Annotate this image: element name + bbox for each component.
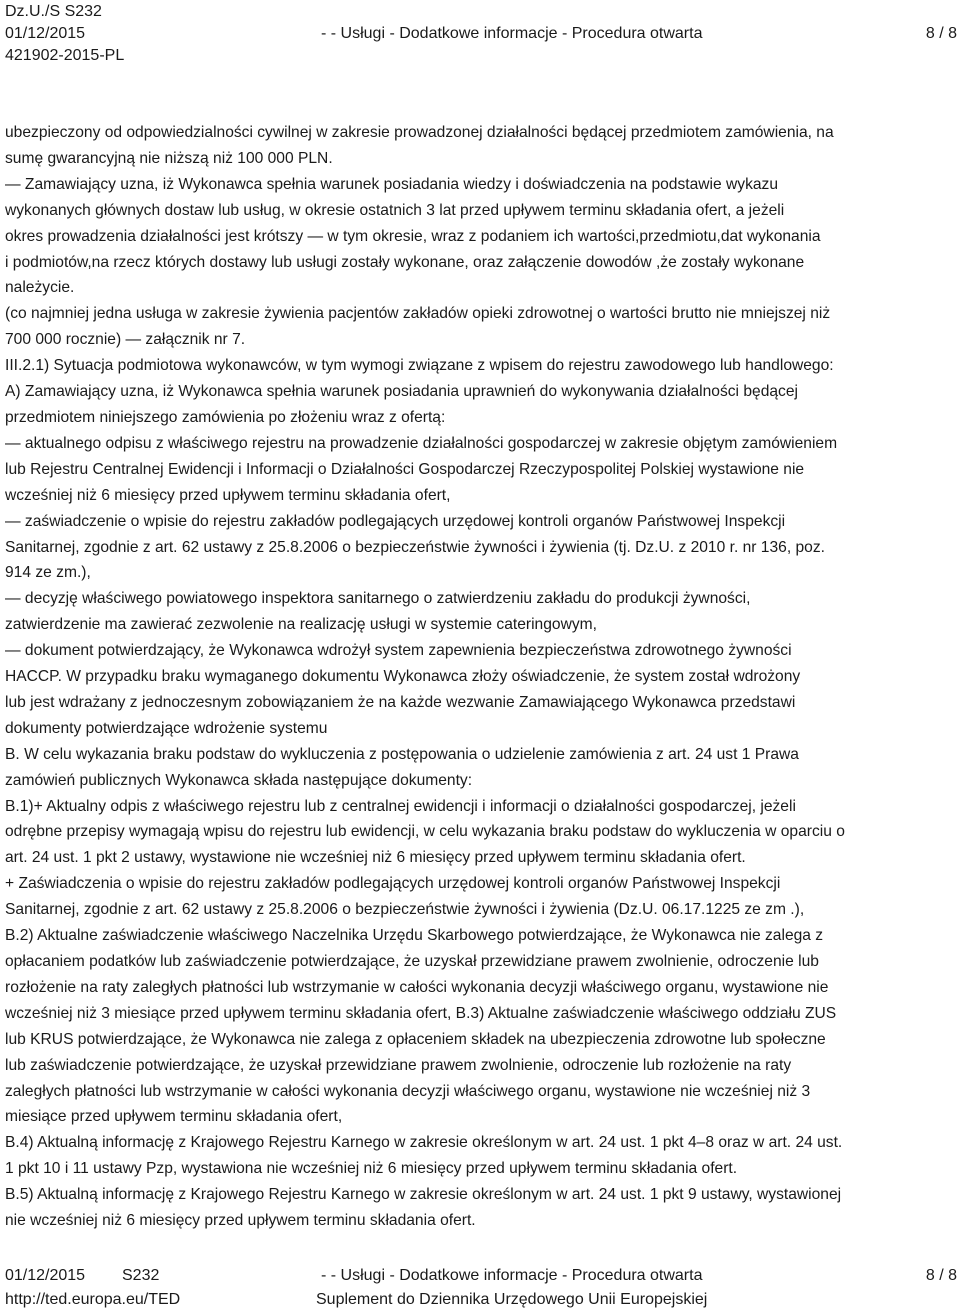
header-section: - - Usługi - Dodatkowe informacje - Procedura otwarta [321,25,703,42]
paragraph: B.2) Aktualne zaświadczenie właściwego Naczelnika Urzędu Skarbowego potwierdzające, że Wykonawca nie zalega z opłacaniem podatków lub zaświadczenie potwierdzające, że uzyskał przewidziane prawem zwolnienie, odroczenie lub rozłożenie na raty zaległych płatności lub wstrzymanie w całości wykonania decyzji właściwego organu, wystawione nie wcześniej niż 3 miesiące przed upływem terminu składania ofert, B.3) Aktualne zaświadczenie właściwego oddziału ZUS lub KRUS potwierdzające, że Wykonawca nie zalega z opłaceniem składek na ubezpieczenia zdrowotne lub społeczne lub zaświadczenie potwierdzające, że uzyskał przewidziane prawem zwolnienie, odroczenie lub rozłożenie na raty zaległych płatności lub wstrzymanie w całości wykonania decyzji właściwego organu, wystawione nie wcześniej niż 3 miesiące przed upływem terminu składania ofert, [5,927,837,1126]
ted-link[interactable]: http://ted.europa.eu/TED [5,1291,181,1308]
footer-page-number: 8 / 8 [925,1267,957,1284]
paragraph: + Zaświadczenia o wpisie do rejestru zakładów podlegających urzędowej kontroli organów Państwowej Inspekcji Sanitarnej, zgodnie z art. 62 ustawy z 25.8.2006 o bezpieczeństwie żywności i żywienia (Dz.U. 06.17.1225 ze zm .), [5,875,805,919]
page-header [5,0,957,66]
paragraph: A) Zamawiający uzna, iż Wykonawca spełnia warunek posiadania uprawnień do wykonywania działalności będącej przedmiotem niniejszego zamówienia po złożeniu wraz z ofertą: [5,383,798,426]
paragraph: (co najmniej jedna usługa w zakresie żywienia pacjentów zakładów opieki zdrowotnej o wartości brutto nie mniejszej niż 700 000 rocznie) — załącznik nr 7. [5,305,831,349]
paragraph: B.4) Aktualną informację z Krajowego Rejestru Karnego w zakresie określonym w art. 24 ust. 1 pkt 4–8 oraz w art. 24 ust. 1 pkt 10 i 11 ustawy Pzp, wystawiona nie wcześniej niż 6 miesięcy przed upływem terminu składania ofert. [5,1134,843,1178]
header-date: 01/12/2015 [5,25,86,42]
paragraph: B. W celu wykazania braku podstaw do wykluczenia z postępowania o udzielenie zamówienia z art. 24 ust 1 Prawa zamówień publicznych Wykonawca składa następujące dokumenty: [5,745,799,789]
publication-name: Suplement do Dziennika Urzędowego Unii Europejskiej [316,1291,708,1308]
notice-id: 421902-2015-PL [5,47,125,64]
footer-row-1 [5,1264,957,1288]
paragraph: ubezpieczony od odpowiedzialności cywilnej w zakresie prowadzonej działalności będącej przedmiotem zamówienia, na sumę gwarancyjną nie niższą niż 100 000 PLN. [5,124,834,167]
page-footer [5,1264,957,1312]
paragraph: III.2.1) Sytuacja podmiotowa wykonawców, w tym wymogi związane z wpisem do rejestru zawodowego lub handlowego: [5,357,834,375]
paragraph: — decyzję właściwego powiatowego inspektora sanitarnego o zatwierdzeniu zakładu do produkcji żywności, zatwierdzenie ma zawierać zezwolenie na realizację usługi w systemie cateringowym, [5,590,751,634]
paragraph: — Zamawiający uzna, iż Wykonawca spełnia warunek posiadania wiedzy i doświadczenia na podstawie wykazu wykonanych głównych dostaw lub usług, w okresie ostatnich 3 lat przed upływem terminu składania ofert, a jeżeli okres prowadzenia działalności jest krótszy — w tym okresie, wraz z podaniem ich wartości,przedmiotu,dat wykonania i podmiotów,na rzecz których dostawy lub usługi zostały wykonane, oraz załączenie dowodów ,że zostały wykonane należycie. [5,175,821,297]
header-row-3 [5,44,957,66]
header-page-number: 8 / 8 [925,25,957,42]
footer-section: - - Usługi - Dodatkowe informacje - Procedura otwarta [321,1267,703,1284]
document-body [5,120,957,1234]
footer-code: S232 [122,1267,160,1284]
paragraph: — dokument potwierdzający, że Wykonawca wdrożył system zapewnienia bezpieczeństwa zdrowotnego żywności HACCP. W przypadku braku wymaganego dokumentu Wykonawca złoży oświadczenie, że system został wdrożony lub jest wdrażany z jednoczesnym zobowiązaniem że na każde wezwanie Zamawiającego Wykonawca przedstawi dokumenty potwierdzające wdrożenie systemu [5,642,801,737]
paragraph: — zaświadczenie o wpisie do rejestru zakładów podlegających urzędowej kontroli organów Państwowej Inspekcji Sanitarnej, zgodnie z art. 62 ustawy z 25.8.2006 o bezpieczeństwie żywności i żywienia (tj. Dz.U. z 2010 r. nr 136, poz. 914 ze zm.), [5,512,825,582]
footer-row-2 [5,1288,957,1312]
footer-date: 01/12/2015 [5,1267,86,1284]
paragraph: B.5) Aktualną informację z Krajowego Rejestru Karnego w zakresie określonym w art. 24 ust. 1 pkt 9 ustawy, wystawionej nie wcześniej niż 6 miesięcy przed upływem terminu składania ofert. [5,1186,842,1230]
header-row-1 [5,0,957,22]
paragraph: B.1)+ Aktualny odpis z właściwego rejestru lub z centralnej ewidencji i informacji o działalności gospodarczej, jeżeli odrębne przepisy wymagają wpisu do rejestru lub ewidencji, w celu wykazania braku podstaw do wykluczenia w oparciu o art. 24 ust. 1 pkt 2 ustawy, wystawione nie wcześniej niż 6 miesięcy przed upływem terminu składania ofert. [5,797,845,867]
header-row-2 [5,22,957,44]
paragraph: — aktualnego odpisu z właściwego rejestru na prowadzenie działalności gospodarczej w zakresie objętym zamówieniem lub Rejestru Centralnej Ewidencji i Informacji o Działalności Gospodarczej Rzeczypospolitej Polskiej wystawione nie wcześniej niż 6 miesięcy przed upływem terminu składania ofert, [5,434,838,504]
journal-reference: Dz.U./S S232 [5,3,102,20]
